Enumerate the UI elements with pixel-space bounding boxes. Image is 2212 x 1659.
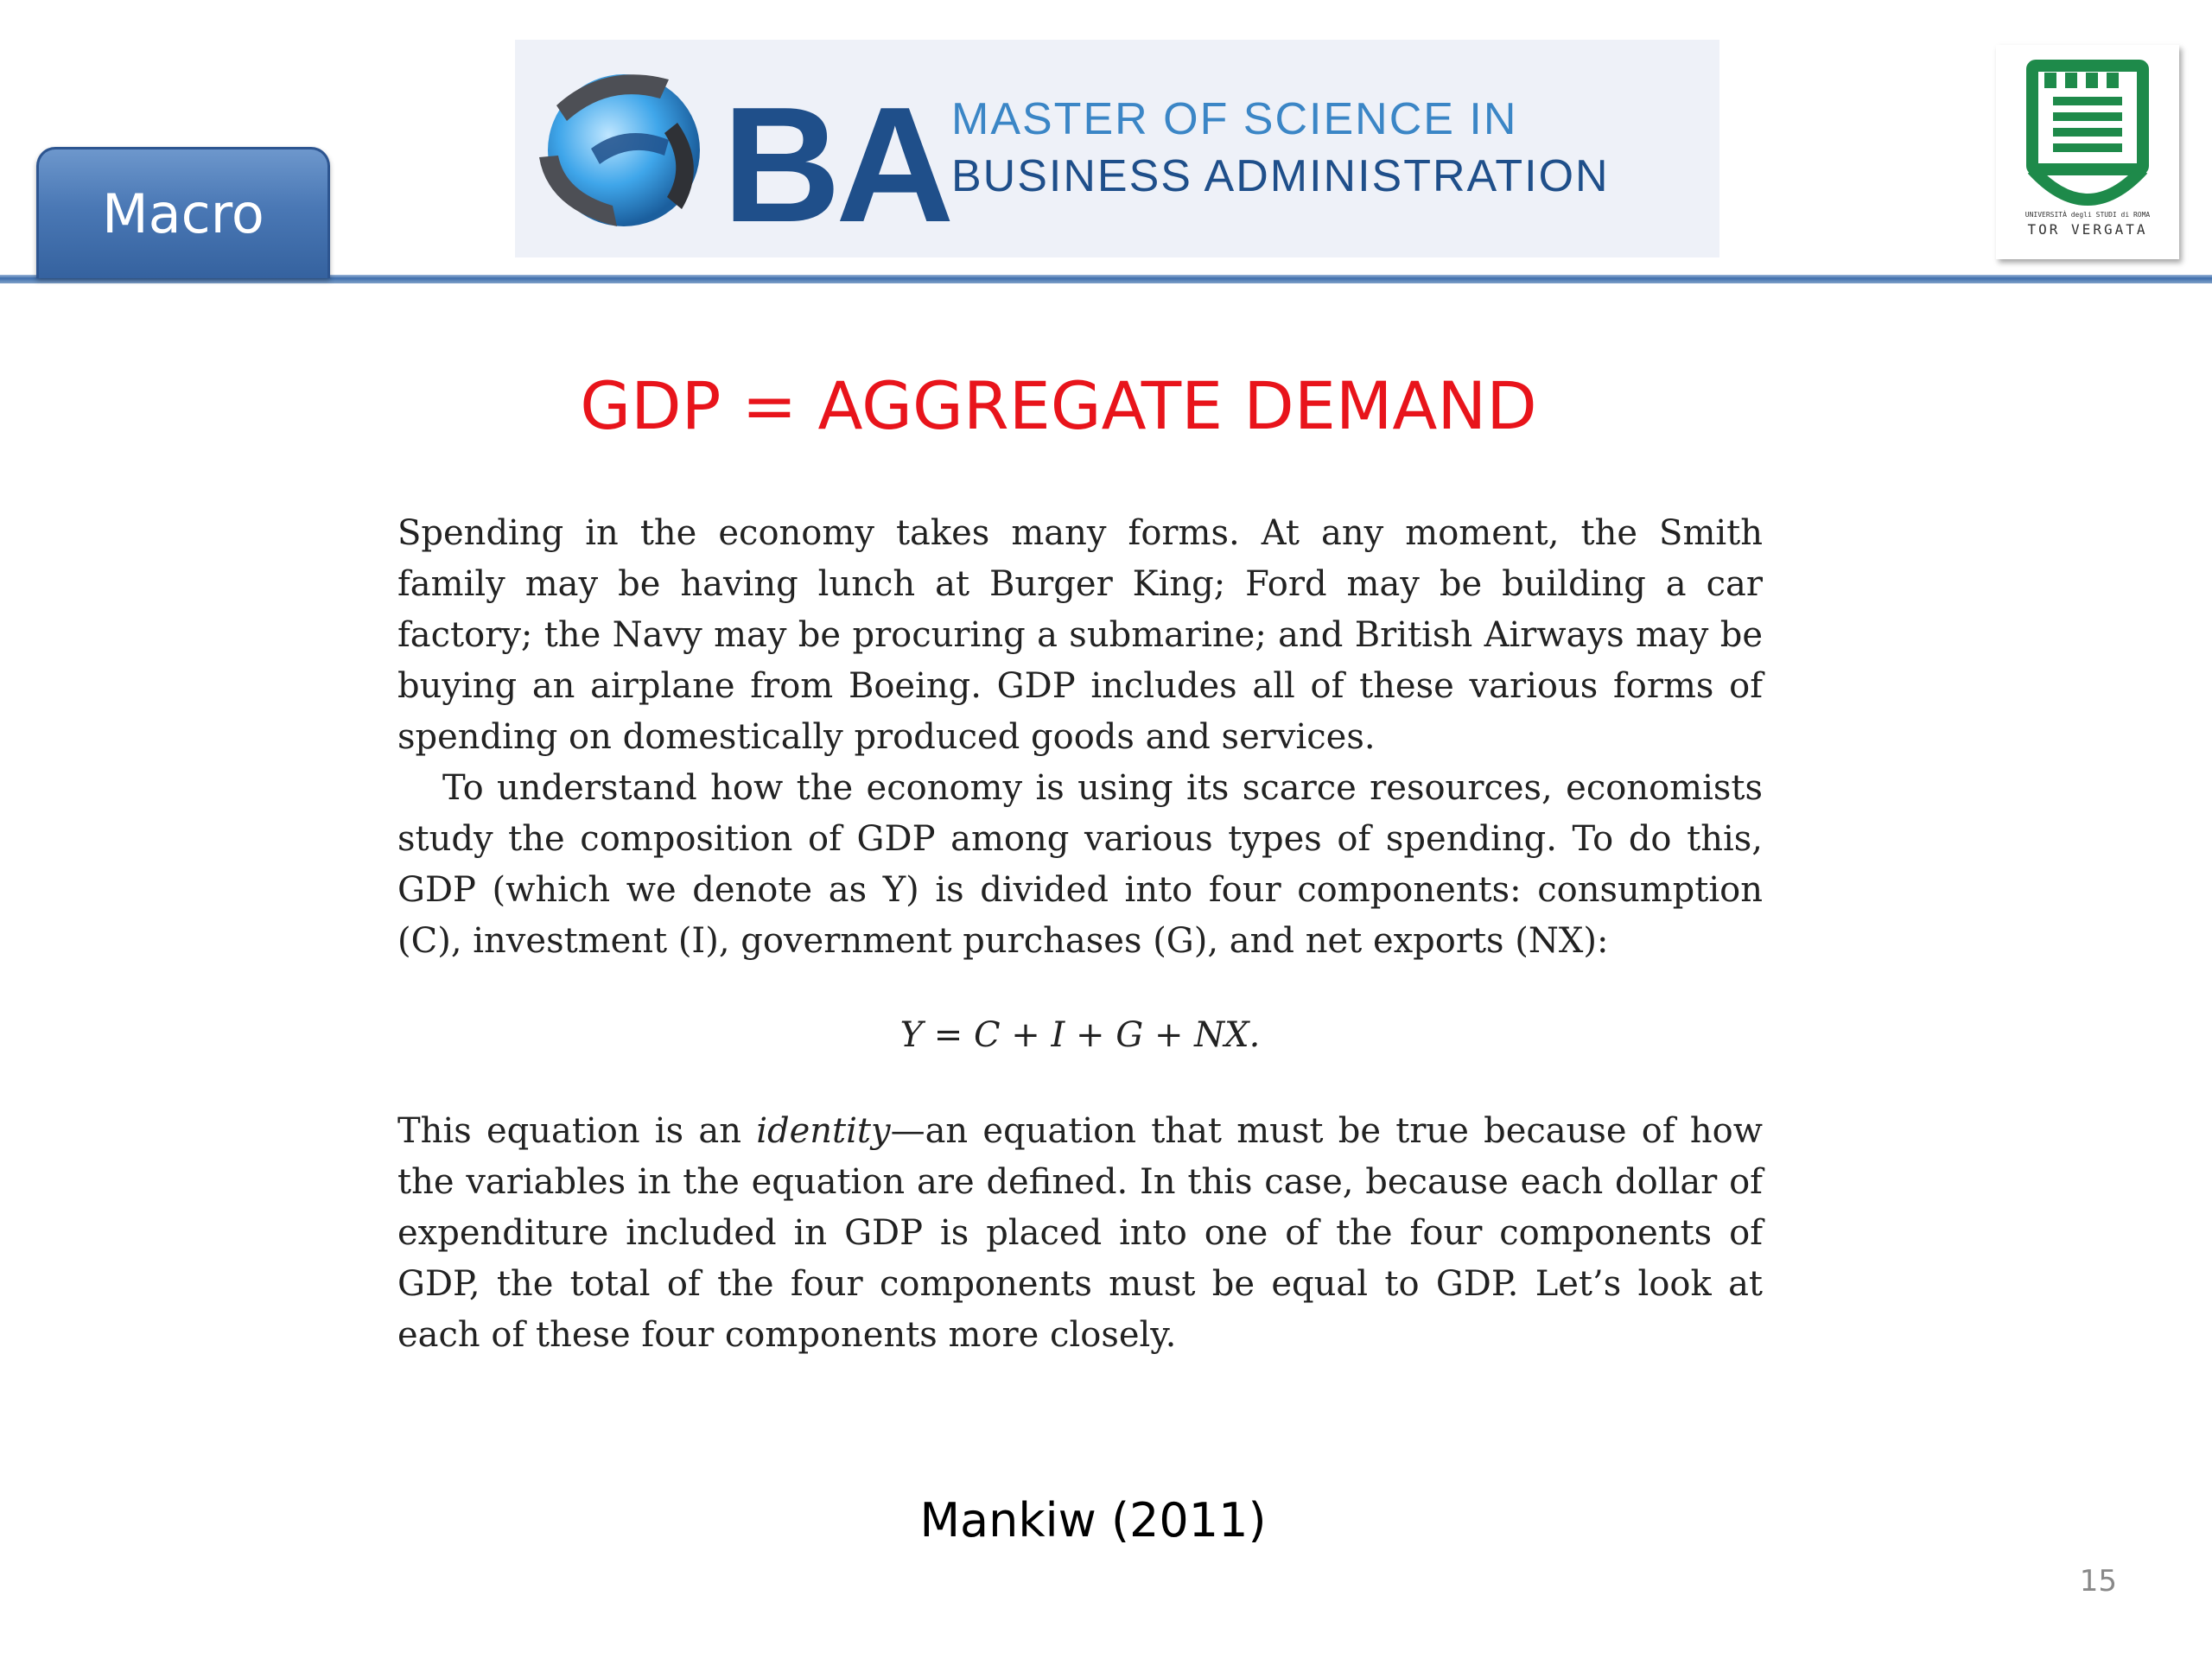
citation: Mankiw (2011) <box>919 1493 1267 1548</box>
excerpt-paragraph-3 <box>397 1106 1763 1361</box>
excerpt-paragraph-3-start: This equation is an <box>397 1111 757 1151</box>
gdp-equation: Y = C + I + G + NX. <box>899 1015 1261 1055</box>
university-name-line-2: TOR VERGATA <box>2027 221 2148 238</box>
university-logo <box>1996 45 2179 259</box>
identity-term: identity <box>756 1111 891 1151</box>
excerpt-paragraph-3-rest: —an equation that must be true because of how the variables in the equation are defined. In this case, because each dollar of expenditure included in GDP is placed into one of the four components of GDP, the total of the four components must be equal to GDP. Let’s look at each of these four components more closely. <box>397 1111 1764 1355</box>
header-divider <box>0 275 2212 283</box>
university-name-line-1: UNIVERSITÀ degli STUDI di ROMA <box>2024 211 2151 219</box>
section-tab <box>36 147 330 278</box>
section-tab-label: Macro <box>102 182 264 245</box>
slide-title: GDP = AGGREGATE DEMAND <box>580 367 1537 444</box>
ba-logo-letters: BA <box>722 73 950 257</box>
page-number: 15 <box>2079 1564 2117 1599</box>
excerpt-paragraph-1: Spending in the economy takes many forms. At any moment, the Smith family may be having lunch at Burger King; Ford may be building a car factory; the Navy may be procuring a submarine; and British Airways may be buying an airplane from Boeing. GDP includes all of these various forms of spending on domestically produced goods and services. <box>397 513 1763 757</box>
program-banner <box>515 40 1719 257</box>
banner-line-1: MASTER OF SCIENCE IN <box>951 94 1518 144</box>
globe-icon <box>522 45 721 252</box>
excerpt-paragraph-2: To understand how the economy is using its scarce resources, economists study the composition of GDP among various types of spending. To do this, GDP (which we denote as Y) is divided into four components: consumption (C), investment (I), government purchases (G), and net exports (NX): <box>397 768 1763 961</box>
banner-line-2: BUSINESS ADMINISTRATION <box>951 151 1610 201</box>
textbook-excerpt <box>397 508 1763 1361</box>
tower-logo-icon <box>1996 57 2179 221</box>
